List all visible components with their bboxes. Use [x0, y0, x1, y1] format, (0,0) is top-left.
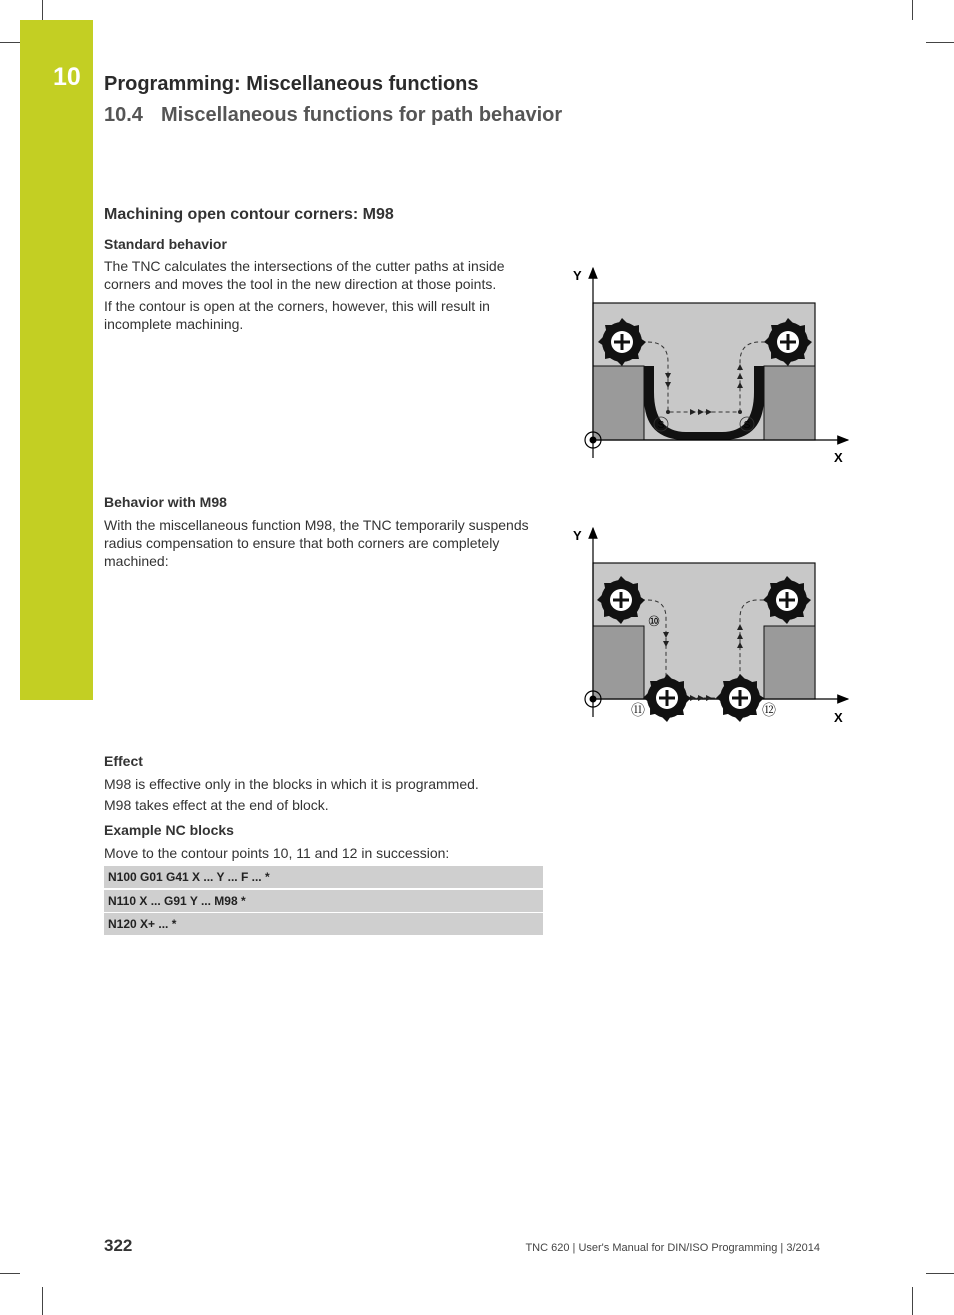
marker-s-left: S	[657, 420, 665, 431]
page-number: 322	[104, 1236, 133, 1255]
crop-mark	[912, 1287, 913, 1315]
y-axis-label: Y	[573, 268, 582, 283]
m98-heading: Behavior with M98	[104, 494, 227, 510]
effect-heading: Effect	[104, 753, 143, 769]
topic-heading: Machining open contour corners: M98	[104, 206, 394, 223]
figure-m98-behavior	[570, 522, 860, 728]
crop-mark	[926, 1273, 954, 1274]
chapter-title: Programming: Miscellaneous functions	[104, 73, 479, 95]
code-line: N120 X+ ... *	[104, 913, 543, 935]
crop-mark	[926, 42, 954, 43]
example-heading: Example NC blocks	[104, 822, 234, 838]
standard-behavior-heading: Standard behavior	[104, 236, 227, 252]
effect-para-2: M98 takes effect at the end of block.	[104, 797, 329, 813]
crop-mark	[912, 0, 913, 20]
example-para-1: Move to the contour points 10, 11 and 12 in succession:	[104, 845, 450, 861]
section-title-text: Miscellaneous functions for path behavior	[161, 104, 563, 126]
crop-mark	[42, 0, 43, 20]
milling-cutter-icon	[597, 576, 645, 624]
milling-cutter-icon	[763, 576, 811, 624]
crop-mark	[0, 1273, 20, 1274]
point-10-label: ⑩	[647, 614, 661, 630]
m98-para-1: With the miscellaneous function M98, the TNC temporarily suspends radius compensation to ensure that both corners are completely machined:	[104, 517, 529, 569]
milling-cutter-icon	[643, 674, 691, 722]
x-axis-label: X	[834, 450, 843, 465]
chapter-tab	[20, 20, 93, 700]
footer-manual-title: TNC 620 | User's Manual for DIN/ISO Programming | 3/2014	[525, 1242, 820, 1254]
code-line: N110 X ... G91 Y ... M98 *	[104, 890, 543, 912]
code-line: N100 G01 G41 X ... Y ... F ... *	[104, 866, 543, 888]
milling-cutter-icon	[716, 674, 764, 722]
marker-s-right: S	[743, 420, 751, 431]
x-axis-label: X	[834, 710, 843, 725]
figure-standard-behavior	[570, 262, 860, 468]
standard-behavior-para-1: The TNC calculates the intersections of the cutter paths at inside corners and moves the tool in the new direction at those points.	[104, 258, 505, 292]
chapter-number: 10	[53, 63, 81, 91]
standard-behavior-para-2: If the contour is open at the corners, however, this will result in incomplete machining.	[104, 298, 490, 332]
section-title	[104, 104, 562, 127]
nc-code-table	[104, 866, 543, 937]
effect-para-1: M98 is effective only in the blocks in which it is programmed.	[104, 776, 479, 792]
point-11-label: ⑪	[631, 703, 645, 719]
milling-cutter-icon	[598, 318, 646, 366]
point-12-label: ⑫	[762, 703, 776, 719]
crop-mark	[42, 1287, 43, 1315]
y-axis-label: Y	[573, 528, 582, 543]
crop-mark	[0, 42, 20, 43]
milling-cutter-icon	[764, 318, 812, 366]
section-number: 10.4	[104, 104, 143, 126]
